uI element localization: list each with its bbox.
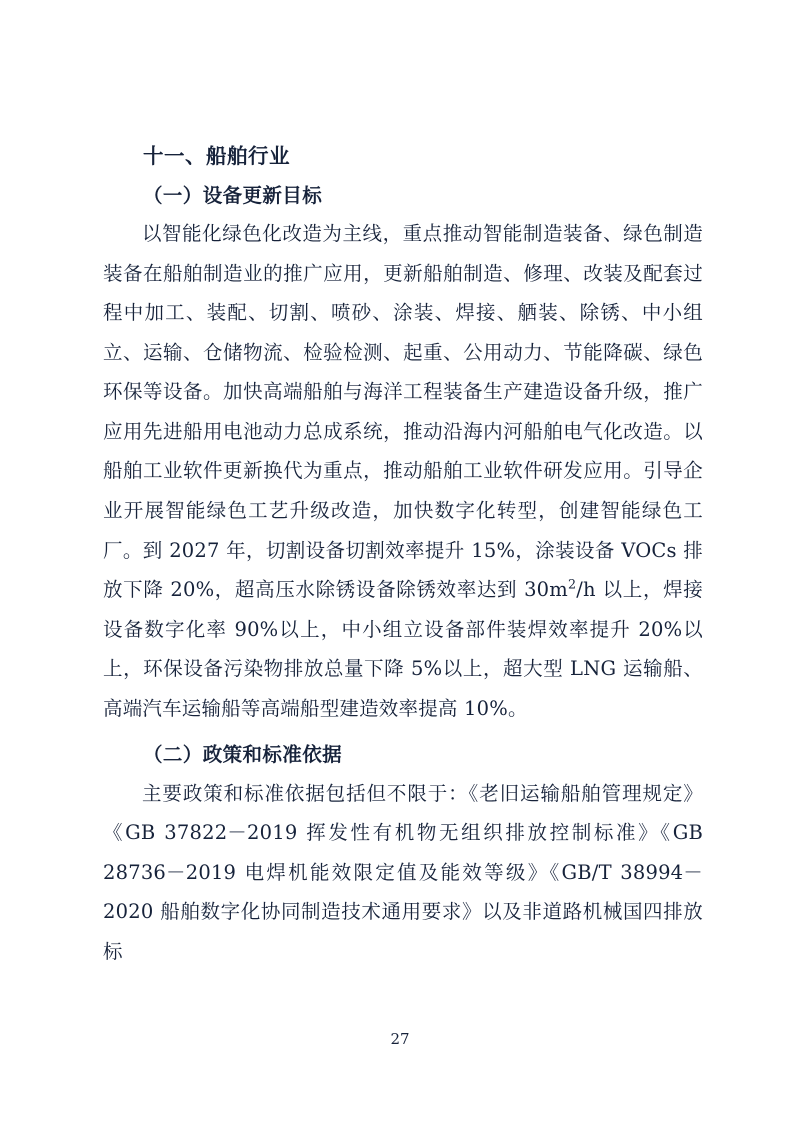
- subsection-heading-equipment-update-goals: （一）设备更新目标: [143, 183, 323, 207]
- section-heading: 十一、船舶行业: [143, 144, 290, 168]
- page-number: 27: [390, 1030, 410, 1048]
- paragraph-text-part-1: 以智能化绿色化改造为主线，重点推动智能制造装备、绿色制造装备在船舶制造业的推广应用，更新船舶制造、修理、改装及配套过程中加工、装配、切割、喷砂、涂装、焊接、舾装、除锈、中小组立、运输、仓储物流、检验检测、起重、公用动力、节能降碳、绿色环保等设备。加快高端船舶与海洋工程装备生产建造设备升级，推广应用先进船用电池动力总成系统，推动沿海内河船舶电气化改造。以船舶工业软件更新换代为重点，推动船舶工业软件研发应用。引导企业开展智能绿色工艺升级改造，加快数字化转型，创建智能绿色工厂。到 2027 年，切割设备切割效率提升 15%，涂装设备 VOCs 排放下降 20%，超高压水除锈设备除锈效率达到 30m: [103, 221, 703, 602]
- subsection-heading-policy-and-standards: （二）政策和标准依据: [143, 743, 343, 767]
- paragraph-text-part-2: /h 以上，焊接设备数字化率 90%以上，中小组立设备部件装焊效率提升 20%以上，环保设备污染物排放总量下降 5%以上，超大型 LNG 运输船、高端汽车运输船等高端船型建造效率提高 10%。: [103, 578, 703, 720]
- superscript-square-meters: 2: [567, 576, 577, 592]
- paragraph-equipment-update-goals: [103, 214, 703, 729]
- page-content: [103, 140, 703, 971]
- paragraph-policy-and-standards: 主要政策和标准依据包括但不限于：《老旧运输船舶管理规定》《GB 37822－2019 挥发性有机物无组织排放控制标准》《GB 28736－2019 电焊机能效限定值及能效等级》《GB/T 38994－2020 船舶数字化协同制造技术通用要求》以及非道路机械国四排放标: [103, 781, 703, 963]
